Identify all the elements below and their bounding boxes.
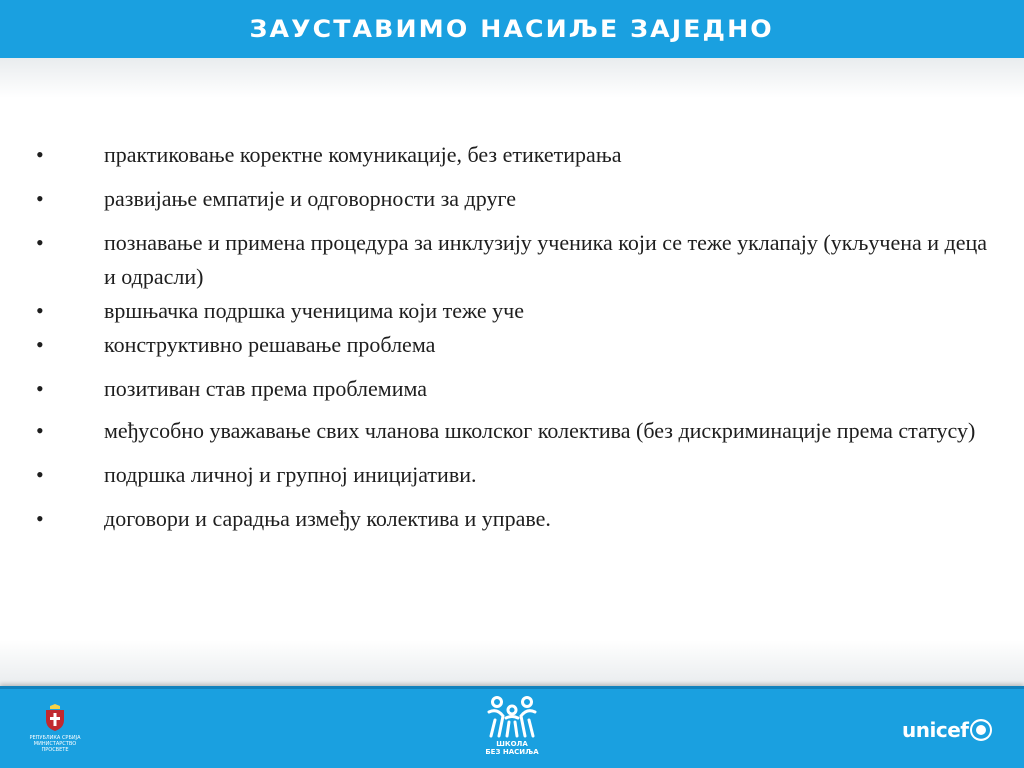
list-item [36,138,996,172]
page-title: ЗАУСТАВИМО НАСИЉЕ ЗАЈЕДНО [249,15,775,43]
list-item-text: међусобно уважавање свих чланова школског колектива (без дискриминације према статусу) [104,418,976,443]
list-item [36,458,996,492]
unicef-logo [902,718,993,742]
bullet-marker: • [36,142,44,167]
list-item [36,226,996,294]
bullet-list [36,138,996,536]
list-item [36,182,996,216]
unicef-wordmark: unicef [902,718,969,742]
bullet-marker: • [36,230,44,255]
coat-of-arms-logo [20,704,90,754]
list-item [36,416,996,446]
list-item [36,294,996,328]
footer-bar [0,686,1024,768]
bullet-marker: • [36,462,44,487]
unicef-emblem-icon [969,718,993,742]
bullet-marker: • [36,376,44,401]
logo-text-line1: ШКОЛА [496,740,528,748]
bullet-marker: • [36,506,44,531]
header-bar [0,0,1024,58]
list-item-text: конструктивно решавање проблема [104,332,436,357]
list-item-text: вршњачка подршка ученицима који теже уче [104,298,524,323]
list-item-text: договори и сарадња између колектива и управе. [104,506,551,531]
bottom-fade [0,640,1024,686]
list-item-text: практиковање коректне комуникације, без етикетирања [104,142,622,167]
list-item-text: позитиван став према проблемима [104,376,428,401]
coat-of-arms-icon [44,704,66,732]
bullet-marker: • [36,298,44,323]
logo-text-line2: БЕЗ НАСИЉА [485,748,539,756]
top-fade [0,58,1024,98]
footer-divider [0,686,1024,689]
bullet-marker: • [36,186,44,211]
children-figures-icon [481,696,543,740]
bullet-marker: • [36,418,44,443]
school-without-violence-logo [474,696,550,762]
list-item [36,502,996,536]
list-item-text: подршка личној и групној иницијативи. [104,462,477,487]
list-item-text: познавање и примена процедура за инклузију ученика који се теже уклапају (укључена и деца и одрасли) [104,230,988,289]
list-item [36,372,996,406]
bullet-marker: • [36,332,44,357]
coat-of-arms-caption: РЕПУБЛИКА СРБИЈА МИНИСТАРСТВО ПРОСВЕТЕ [29,735,81,753]
list-item [36,328,996,362]
list-item-text: развијање емпатије и одговорности за друге [104,186,516,211]
